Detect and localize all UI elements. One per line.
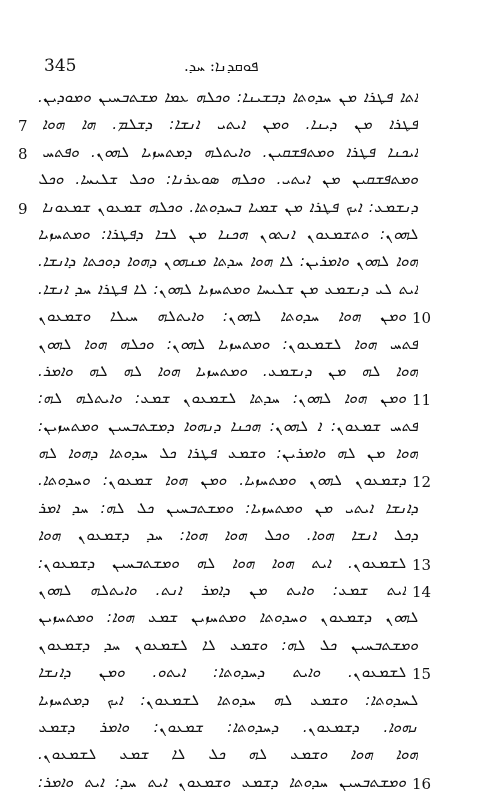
line-text: ܦܬܚ ܫܡܥܘܢ: ܐ ܠܗܘܢ: ܗܟܢܐ ܕܢܗܘܐ ܕܡܫܬܒܚܝܢ ܘܡܬܚܙܝܢ: bbox=[38, 416, 418, 435]
text-line bbox=[0, 552, 480, 579]
text-line bbox=[0, 113, 480, 140]
verse-number: 11 bbox=[412, 391, 432, 410]
line-text: ܠܗܘܢ: ܘܬܫܡܥܘܢ ܐܢܬܘܢ ܗܟܢܐ ܡܢ ܠܒܐ ܕܦܛܪܐ: ܘܡܬܚܙܝܐ bbox=[38, 224, 418, 243]
page-body bbox=[0, 86, 480, 798]
text-line bbox=[0, 360, 480, 387]
verse-number: 13 bbox=[412, 555, 432, 574]
line-text: ܐܬܐ ܦܛܪܐ ܡܢ ܚܕܘܬܐ ܕܒܫܝܢܐ: ܘܟܠܗ ܥܡܐ ܡܫܬܒܚܝܢ ܘܡܘܕܝܢ. bbox=[38, 88, 418, 106]
line-text: ܢܗܘܐ. ܕܫܡܥܘܢ. ܕܚܕܘܬܐ: ܫܡܥܘܢ: ܘܐܡܪ ܕܫܡܥ bbox=[38, 717, 418, 736]
line-text: ܘܡܫܬܒܚܝܢ ܚܕܘܬܐ ܕܫܡܥ ܘܫܡܥܘܢ ܐܝܬ ܚܕ: ܐܝܬ ܘܐܡܪ: bbox=[38, 772, 406, 791]
line-text: ܘܡܬܦܫܩܝܢ ܡܢ ܐܝܬܝ. ܘܟܠܗ ܣܘܥܪܢܐ: ܘܟܠ ܫܠܝܚܐ. ܘܟܠ bbox=[38, 170, 418, 189]
text-line bbox=[0, 278, 480, 305]
text-line bbox=[0, 469, 480, 496]
line-text: ܦܛܪܐ ܡܢ ܕܝܢܐ. ܘܡܢ ܐܝܬܝ ܐܢܫܐ: ܕܫܠܡ. ܗܐ ܗܘܐ bbox=[42, 115, 418, 134]
text-line bbox=[0, 141, 480, 168]
line-text: ܠܫܡܥܘܢ. ܘܐܝܬ ܕܚܕܘܬܐ: ܐܝܬܘ. ܘܡܢ ܕܐܢܫܐ bbox=[38, 663, 406, 682]
line-text: ܕܟܠ ܐܢܫܐ ܗܘܐ. ܘܟܠ ܗܘܐ ܗܘܐ: ܚܕ ܕܫܡܥܘܢ ܗܘܐ bbox=[38, 526, 418, 545]
page-number: 345 bbox=[44, 56, 77, 76]
line-text: ܘܡܢ ܗܘܐ ܚܕܘܬܐ ܠܗܘܢ: ܘܐܝܬܠܗ ܚܝܠܐ ܘܫܡܥܘܢ bbox=[38, 307, 406, 326]
text-line bbox=[0, 771, 480, 798]
text-line bbox=[0, 196, 480, 223]
line-text: ܠܗܘܢ ܕܫܡܥܘܢ ܘܚܕܘܬܐ ܘܡܬܚܙܝܢ ܫܡܥ ܗܘܐ: ܘܡܬܚܙܝܢ bbox=[38, 608, 418, 627]
line-text: ܐܝܟܢܐ ܦܛܪܐ ܘܡܬܦܫܩܝܢ. ܘܐܝܬܠܗ ܕܡܬܚܙܝܐ ܠܗܘܢ. ܘܦܬܚ bbox=[42, 142, 418, 161]
verse-number: 12 bbox=[412, 473, 432, 492]
text-line bbox=[0, 86, 480, 113]
line-text: ܘܡܫܬܒܚܝܢ ܟܠ ܠܗ: ܘܫܡܥ ܠܐ ܠܫܡܥܘܢ ܚܕ ܕܫܡܥܘܢ bbox=[38, 635, 418, 654]
verse-number: 8 bbox=[18, 144, 28, 163]
text-line bbox=[0, 606, 480, 633]
text-line bbox=[0, 634, 480, 661]
line-text: ܗܘܐ ܠܗܘܢ ܘܐܡܪܝܢ: ܠܐ ܗܘܐ ܚܕܬܐ ܡܢܗܘܢ ܕܗܘܐ ܕܘܟܬܐ ܕܐܢܫܐ. bbox=[38, 252, 418, 271]
line-text: ܐܝܬ ܫܡܥ: ܘܐܝܬ ܡܢ ܕܐܡܪ ܐܢܬ. ܘܐܝܬܠܗ ܠܗܘܢ bbox=[38, 581, 406, 600]
line-text: ܘܡܢ ܗܘܐ ܠܗܘܢ: ܚܕܬܐ ܠܫܡܥܘܢ ܫܡܥ: ܘܐܝܬܠܗ ܠܗ: bbox=[38, 389, 406, 408]
line-text: ܕܢܫܡܥ: ܐܝܟ ܦܛܪܐ ܡܢ ܫܡܝܐ ܒܚܕܘܬܐ. ܘܟܠܗ ܫܡܥܘܢ ܫܡܥܘܢܐ bbox=[42, 197, 418, 216]
page-header bbox=[44, 56, 420, 78]
text-line bbox=[0, 524, 480, 551]
text-line bbox=[0, 333, 480, 360]
text-line bbox=[0, 689, 480, 716]
text-line bbox=[0, 661, 480, 688]
text-line bbox=[0, 387, 480, 414]
text-line bbox=[0, 743, 480, 770]
line-text: ܗܘܐ ܡܢ ܠܗ ܘܐܡܪܝܢ: ܘܫܡܥ ܦܛܪܐ ܟܠ ܚܕܘܬܐ ܕܗܘܐ ܠܗ bbox=[38, 444, 418, 463]
text-line bbox=[0, 442, 480, 469]
line-text: ܕܐܢܫܐ ܐܝܬܝ ܡܢ ܘܡܬܚܙܝܐ: ܘܡܫܬܒܚܝܢ ܟܠ ܠܗ: ܚܕ ܐܡܪ bbox=[38, 498, 418, 517]
text-line bbox=[0, 305, 480, 332]
line-text: ܠܚܕܘܬܐ: ܘܫܡܥ ܠܗ ܚܕܘܬܐ ܠܫܡܥܘܢ: ܐܝܟ ܕܡܬܚܙܝܐ bbox=[38, 690, 418, 709]
verse-number: 9 bbox=[18, 199, 28, 218]
text-line bbox=[0, 250, 480, 277]
verse-number: 16 bbox=[412, 774, 432, 793]
text-line bbox=[0, 415, 480, 442]
line-text: ܠܫܡܥܘܢ. ܐܝܬ ܗܘܐ ܗܘܐ ܠܗ ܘܡܫܬܒܚܝܢ ܕܫܡܥܘܢ: bbox=[38, 553, 406, 572]
verse-number: 7 bbox=[18, 117, 28, 136]
running-title: ܦܘܩܕܢܐ: ܚܕ. bbox=[184, 57, 259, 75]
text-line bbox=[0, 168, 480, 195]
line-text: ܗܘܐ ܠܗ ܡܢ ܕܢܫܡܥ. ܘܡܬܚܙܝܐ ܗܘܐ ܠܗ ܠܗ ܘܐܡܪ. bbox=[38, 361, 418, 380]
line-text: ܗܘܐ ܗܘܐ ܘܫܡܥ ܠܗ ܟܠ ܠܐ ܫܡܥ ܠܫܡܥܘܢ. bbox=[38, 745, 418, 764]
text-line bbox=[0, 497, 480, 524]
text-line bbox=[0, 716, 480, 743]
verse-number: 14 bbox=[412, 583, 432, 602]
line-text: ܕܫܡܥܘܢ ܠܗܘܢ ܘܡܬܚܙܝܐ. ܘܡܢ ܗܘܐ ܫܡܥܘܢ: ܘܚܕܘܬܐ. bbox=[38, 471, 406, 490]
line-text: ܐܝܬ ܠܝ ܕܢܫܡܥ ܡܢ ܫܠܝܚܐ ܘܡܬܚܙܝܐ ܠܗܘܢ: ܠܐ ܦܛܪܐ ܚܕ ܐܢܫܐ. bbox=[38, 279, 418, 298]
line-text: ܦܬܚ ܗܘܐ ܠܫܡܥܘܢ: ܘܡܬܚܙܝܐ ܠܗܘܢ: ܘܟܠܗ ܗܘܐ ܠܗܘܢ bbox=[38, 334, 418, 353]
text-line bbox=[0, 223, 480, 250]
text-line bbox=[0, 579, 480, 606]
verse-number: 15 bbox=[412, 665, 432, 684]
verse-number: 10 bbox=[412, 309, 432, 328]
